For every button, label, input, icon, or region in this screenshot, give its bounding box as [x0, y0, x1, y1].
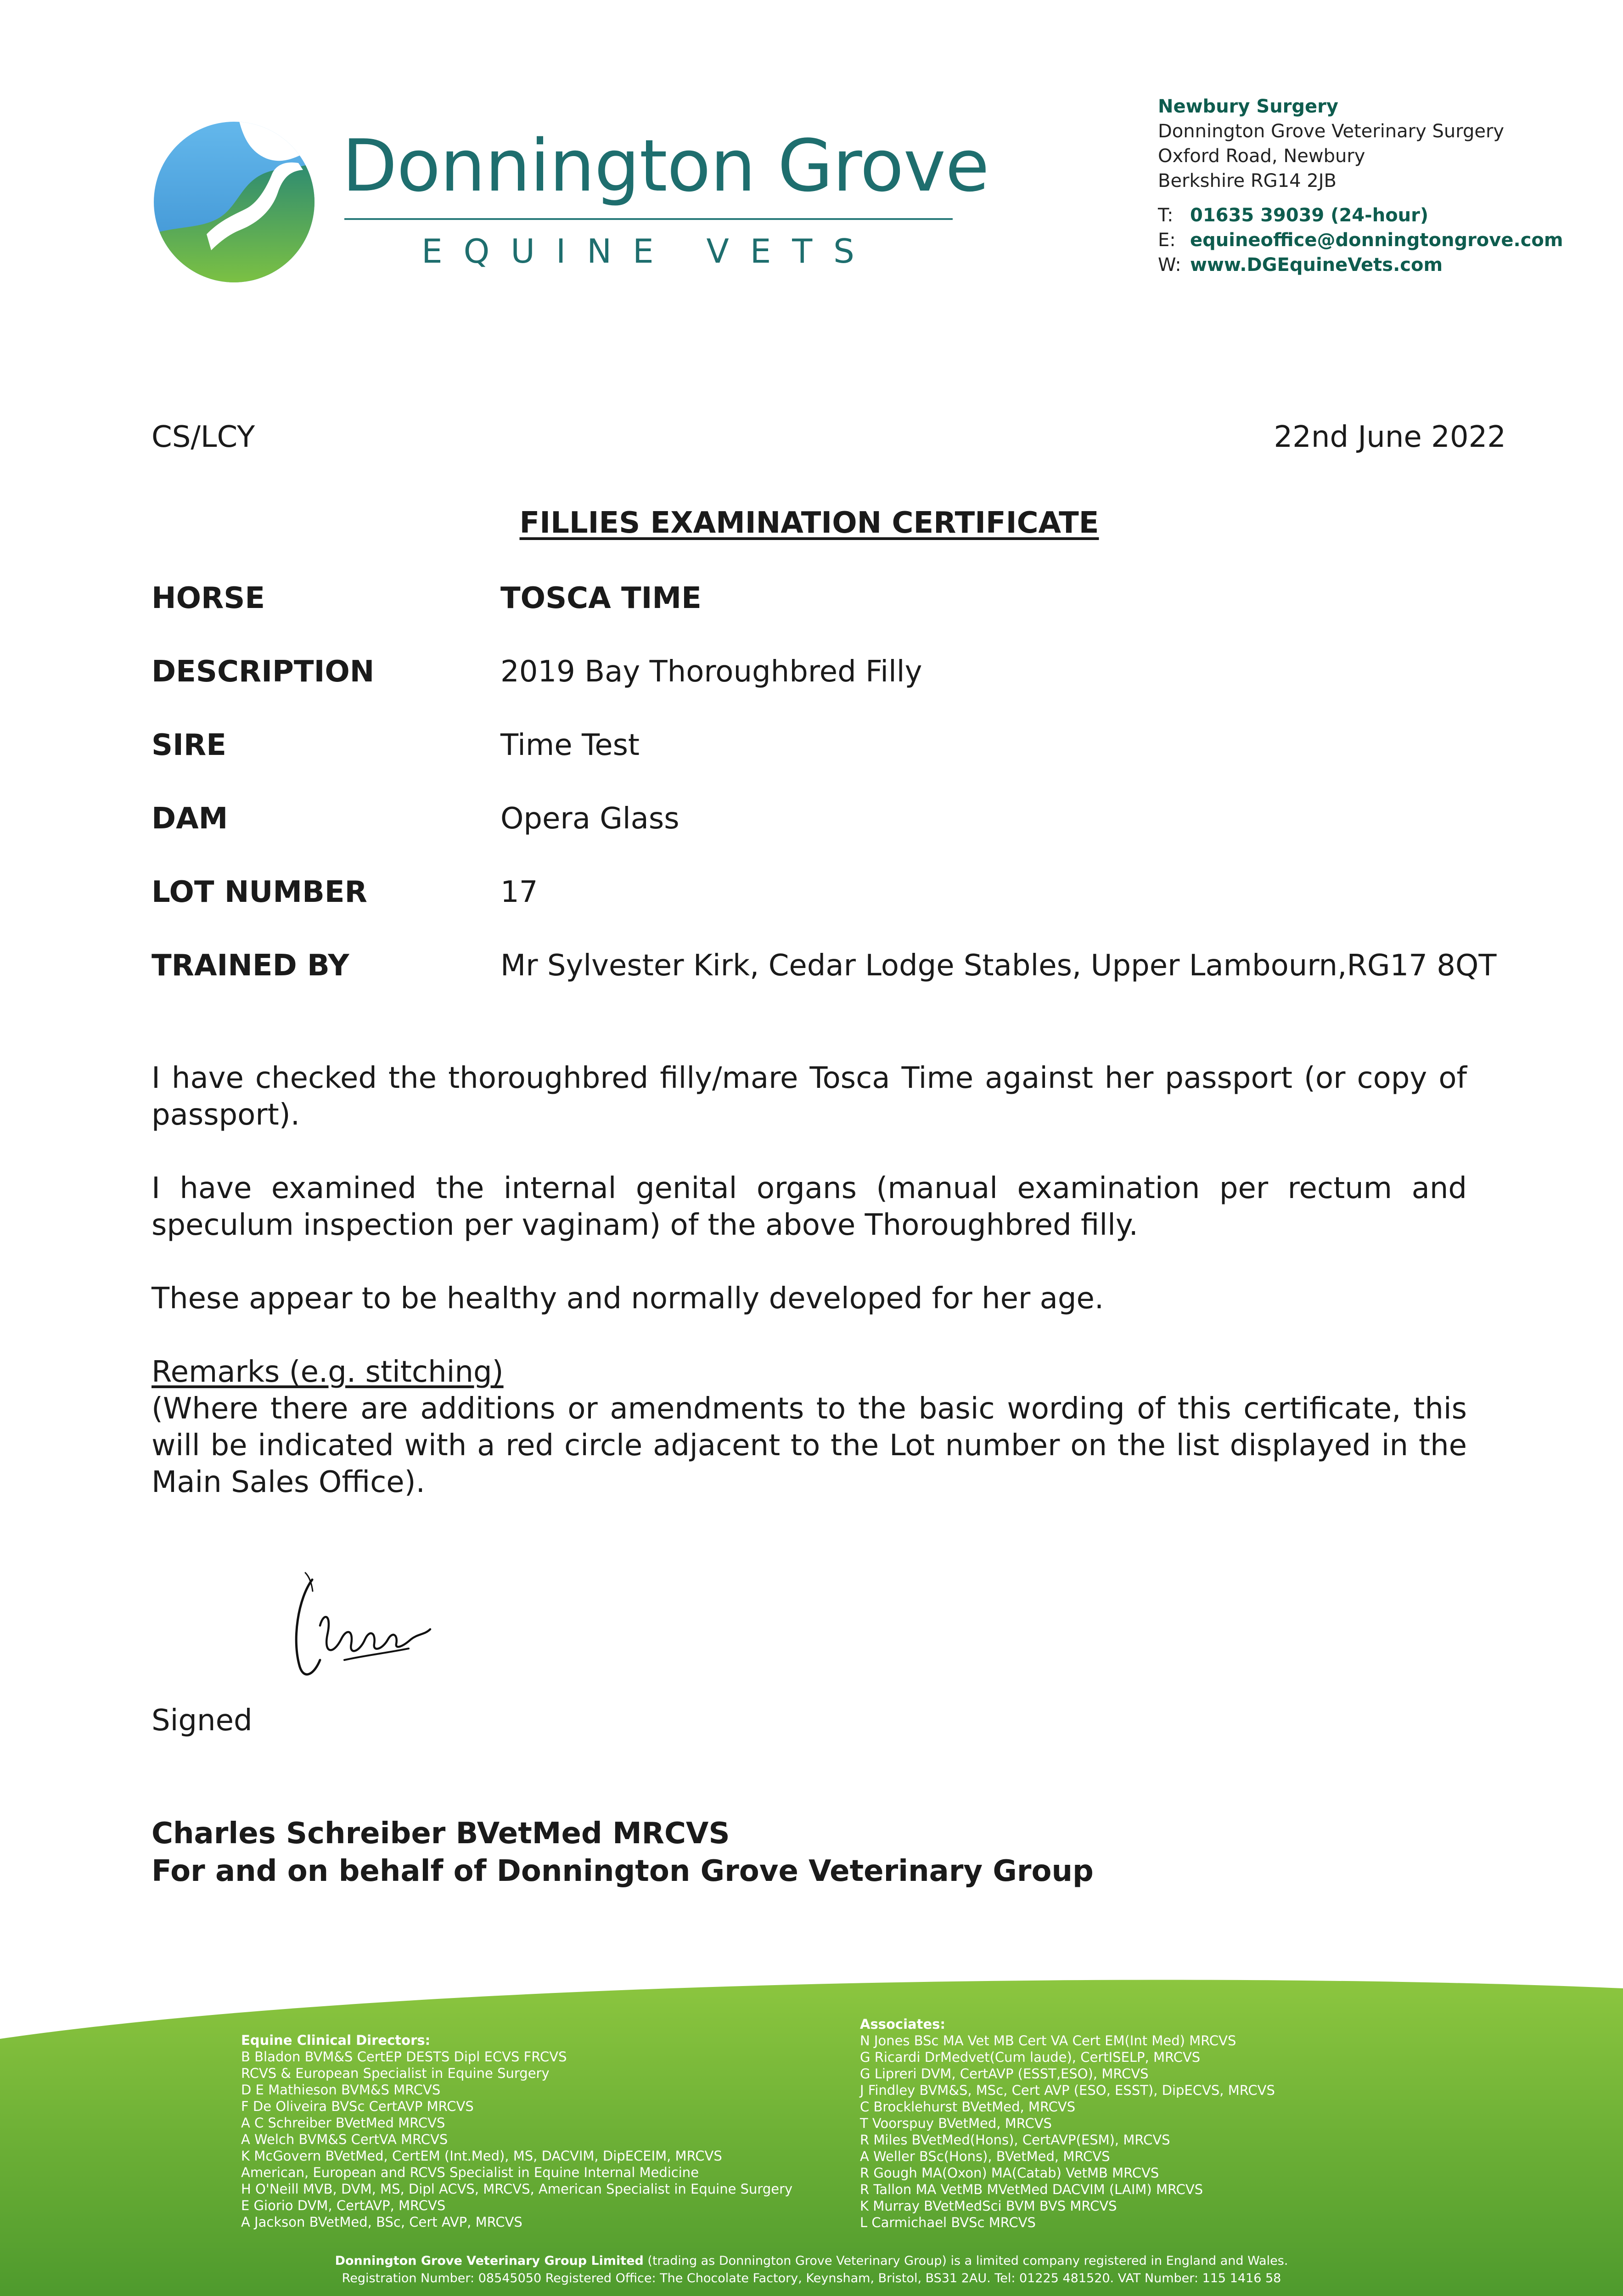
director-line: A C Schreiber BVetMed MRCVS — [241, 2115, 445, 2131]
statement-examination: I have examined the internal genital organs (manual examination per rectum and speculum inspection per vaginam) of the above Thoroughbred filly. — [152, 1171, 1467, 1242]
director-line: F De Oliveira BVSc CertAVP MRCVS — [241, 2099, 474, 2114]
web-label: W: — [1158, 254, 1181, 276]
director-line: D E Mathieson BVM&S MRCVS — [241, 2082, 441, 2098]
statement-health: These appear to be healthy and normally developed for her age. — [152, 1282, 1104, 1316]
associate-line: J Findley BVM&S, MSc, Cert AVP (ESO, ESST), DipECVS, MRCVS — [860, 2082, 1275, 2098]
address-line: Berkshire RG14 2JB — [1158, 170, 1337, 191]
associate-line: A Weller BSc(Hons), BVetMed, MRCVS — [860, 2149, 1110, 2164]
field-row-lot-number — [152, 874, 1529, 947]
signatory-behalf: For and on behalf of Donnington Grove Veterinary Group — [152, 1854, 1094, 1888]
associate-line: R Tallon MA VetMB MVetMed DACVIM (LAIM) MRCVS — [860, 2182, 1203, 2197]
field-row-description — [152, 653, 1529, 727]
surgery-address — [1158, 94, 1504, 193]
reference-code: CS/LCY — [152, 420, 255, 454]
signed-label: Signed — [152, 1704, 253, 1738]
surgery-name: Newbury Surgery — [1158, 96, 1338, 117]
director-line: A Welch BVM&S CertVA MRCVS — [241, 2132, 448, 2147]
field-row-sire — [152, 727, 1529, 800]
field-label: LOT NUMBER — [152, 875, 367, 909]
field-value: TOSCA TIME — [500, 581, 702, 615]
field-row-dam — [152, 800, 1529, 874]
footer-legal — [0, 2252, 1623, 2287]
website-link[interactable]: www.DGEquineVets.com — [1190, 254, 1443, 276]
contact-email — [1158, 228, 1563, 253]
contact-phone — [1158, 203, 1563, 228]
logo-horse-mark-icon — [152, 119, 317, 285]
associate-line: L Carmichael BVSc MRCVS — [860, 2215, 1036, 2230]
address-line: Donnington Grove Veterinary Surgery — [1158, 121, 1505, 142]
horse-details — [152, 580, 1529, 1021]
remarks-text: (Where there are additions or amendments to the basic wording of this certificate, this will be indicated with a red circle adjacent to the Lot number on the list displayed in the Main Sales Office). — [152, 1392, 1467, 1499]
field-label: TRAINED BY — [152, 949, 349, 983]
logo-name: Donnington Grove — [342, 124, 989, 208]
statement-passport-check: I have checked the thoroughbred filly/mare Tosca Time against her passport (or copy of passport). — [152, 1061, 1467, 1132]
phone-label: T: — [1158, 205, 1174, 226]
remarks-heading: Remarks (e.g. stitching) — [152, 1355, 504, 1389]
field-value: 17 — [500, 875, 538, 909]
remarks-section — [152, 1354, 1467, 1501]
associate-line: R Gough MA(Oxon) MA(Catab) VetMB MRCVS — [860, 2165, 1159, 2181]
associates-heading: Associates: — [860, 2016, 945, 2032]
letter-date: 22nd June 2022 — [1274, 420, 1506, 454]
field-label: SIRE — [152, 728, 226, 762]
certificate-title: FILLIES EXAMINATION CERTIFICATE — [519, 506, 1099, 540]
director-line: E Giorio DVM, CertAVP, MRCVS — [241, 2198, 446, 2213]
associate-line: N Jones BSc MA Vet MB Cert VA Cert EM(Int Med) MRCVS — [860, 2033, 1236, 2048]
logo — [152, 119, 989, 285]
director-line: American, European and RCVS Specialist in Equine Internal Medicine — [241, 2165, 699, 2180]
footer-associates — [860, 2016, 1275, 2231]
signatory-name: Charles Schreiber BVetMed MRCVS — [152, 1817, 730, 1851]
director-line: B Bladon BVM&S CertEP DESTS Dipl ECVS FRCVS — [241, 2049, 567, 2065]
contact-details — [1158, 203, 1563, 277]
legal-trading-text: (trading as Donnington Grove Veterinary Group) is a limited company registered in England and Wales. — [643, 2254, 1288, 2268]
contact-web — [1158, 253, 1563, 277]
address-line: Oxford Road, Newbury — [1158, 146, 1365, 167]
field-label: HORSE — [152, 581, 265, 615]
associate-line: R Miles BVetMed(Hons), CertAVP(ESM), MRCVS — [860, 2132, 1170, 2148]
legal-line-2: Registration Number: 08545050 Registered Office: The Chocolate Factory, Keynsham, Bristol, BS31 2AU. Tel: 01225 481520. VAT Number: 115 1416 58 — [342, 2271, 1281, 2285]
field-value: 2019 Bay Thoroughbred Filly — [500, 655, 922, 689]
email-label: E: — [1158, 230, 1176, 251]
email-link[interactable]: equineoffice@donningtongrove.com — [1190, 230, 1563, 251]
field-label: DAM — [152, 802, 228, 836]
logo-divider — [344, 218, 953, 220]
field-value: Mr Sylvester Kirk, Cedar Lodge Stables, Upper Lambourn,RG17 8QT — [500, 949, 1497, 983]
handwritten-signature — [278, 1570, 452, 1690]
associate-line: G Lipreri DVM, CertAVP (ESST,ESO), MRCVS — [860, 2066, 1149, 2082]
field-value: Time Test — [500, 728, 640, 762]
signatory — [152, 1815, 1094, 1890]
director-line: H O'Neill MVB, DVM, MS, Dipl ACVS, MRCVS, American Specialist in Equine Surgery — [241, 2181, 793, 2197]
associate-line: G Ricardi DrMedvet(Cum laude), CertISELP, MRCVS — [860, 2049, 1201, 2065]
phone-number[interactable]: 01635 39039 (24-hour) — [1190, 205, 1429, 226]
legal-company-name: Donnington Grove Veterinary Group Limited — [335, 2254, 644, 2268]
legal-line-1 — [0, 2252, 1623, 2270]
logo-subtitle: EQUINE VETS — [421, 232, 876, 270]
field-value: Opera Glass — [500, 802, 680, 836]
director-line: A Jackson BVetMed, BSc, Cert AVP, MRCVS — [241, 2214, 522, 2230]
directors-heading: Equine Clinical Directors: — [241, 2032, 431, 2048]
field-label: DESCRIPTION — [152, 655, 375, 689]
director-line: K McGovern BVetMed, CertEM (Int.Med), MS, DACVIM, DipECEIM, MRCVS — [241, 2148, 722, 2164]
associate-line: C Brocklehurst BVetMed, MRCVS — [860, 2099, 1076, 2115]
field-row-horse — [152, 580, 1529, 653]
director-line: RCVS & European Specialist in Equine Surgery — [241, 2065, 550, 2081]
field-row-trained-by — [152, 947, 1529, 1021]
associate-line: T Voorspuy BVetMed, MRCVS — [860, 2116, 1052, 2131]
footer-directors — [241, 2032, 792, 2230]
associate-line: K Murray BVetMedSci BVM BVS MRCVS — [860, 2198, 1117, 2214]
